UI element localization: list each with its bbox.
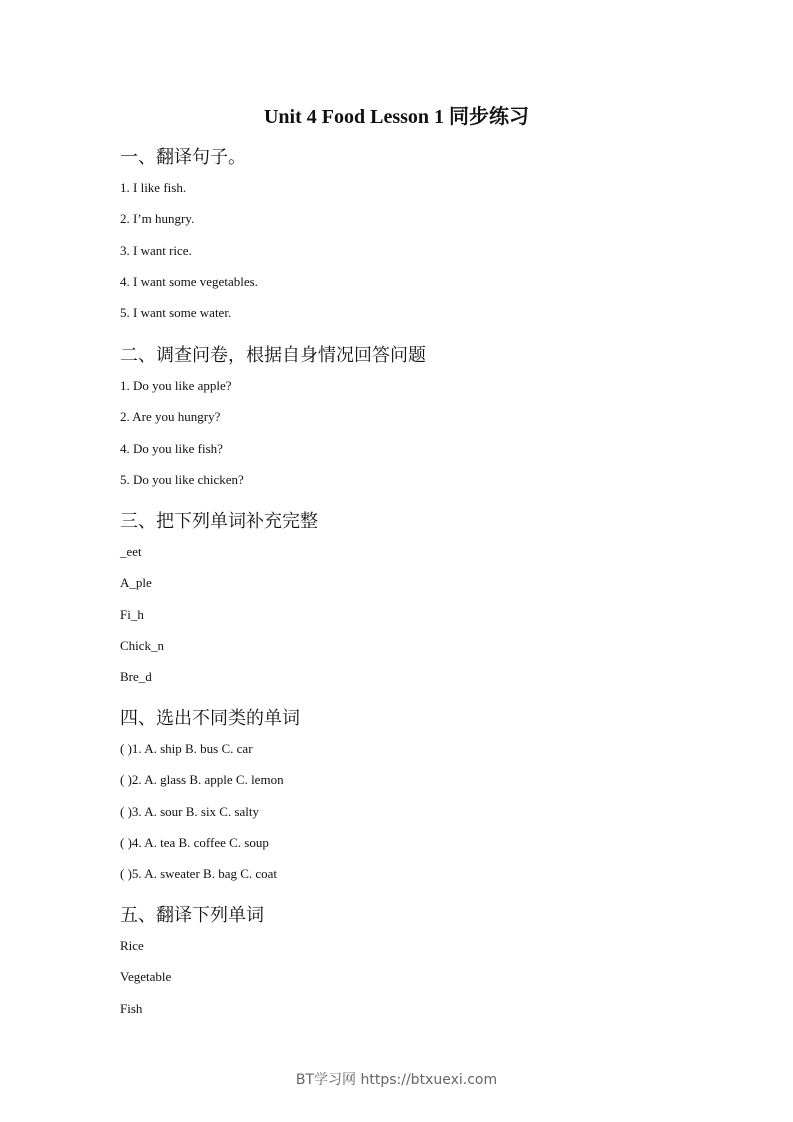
list-item: 2. Are you hungry? (120, 409, 221, 425)
list-item: ( )5. A. sweater B. bag C. coat (120, 866, 278, 882)
list-item: Bre_d (120, 669, 152, 685)
list-item: 4. Do you like fish? (120, 440, 223, 456)
list-item: Chick_n (120, 637, 165, 653)
list-item: Fish (120, 1000, 143, 1016)
footer-watermark: BT学习网 https://btxuexi.com (295, 1072, 498, 1088)
section-translate-sentences (120, 145, 760, 335)
list-item: 3. I want rice. (120, 242, 192, 258)
list-item: 1. Do you like apple? (120, 378, 232, 393)
list-item: 4. I want some vegetables. (120, 273, 258, 289)
list-item: 2. I’m hungry. (120, 211, 195, 227)
list-item: 1. I like fish. (120, 180, 187, 195)
section-heading: 四、选出不同类的单词 (120, 708, 300, 729)
list-item: A_ple (120, 575, 152, 591)
section-odd-one-out (120, 706, 760, 896)
section-complete-words (120, 509, 760, 699)
section-translate-words (120, 903, 760, 1031)
page-title: Unit 4 Food Lesson 1 同步练习 (263, 106, 530, 128)
section-heading: 三、把下列单词补充完整 (120, 511, 318, 532)
list-item: 5. I want some water. (120, 305, 232, 321)
section-heading: 二、调查问卷，根据自身情况回答问题 (120, 345, 426, 366)
list-item: ( )1. A. ship B. bus C. car (120, 741, 253, 756)
list-item: ( )2. A. glass B. apple C. lemon (120, 772, 284, 788)
list-item: 5. Do you like chicken? (120, 471, 244, 487)
list-item: _eet (120, 544, 142, 559)
section-heading: 五、翻译下列单词 (120, 905, 264, 926)
section-heading: 一、翻译句子。 (120, 147, 246, 168)
list-item: Rice (120, 938, 144, 953)
list-item: Fi_h (120, 606, 144, 622)
section-questionnaire (120, 343, 760, 502)
list-item: ( )3. A. sour B. six C. salty (120, 803, 260, 819)
list-item: Vegetable (120, 969, 172, 985)
list-item: ( )4. A. tea B. coffee C. soup (120, 834, 269, 850)
